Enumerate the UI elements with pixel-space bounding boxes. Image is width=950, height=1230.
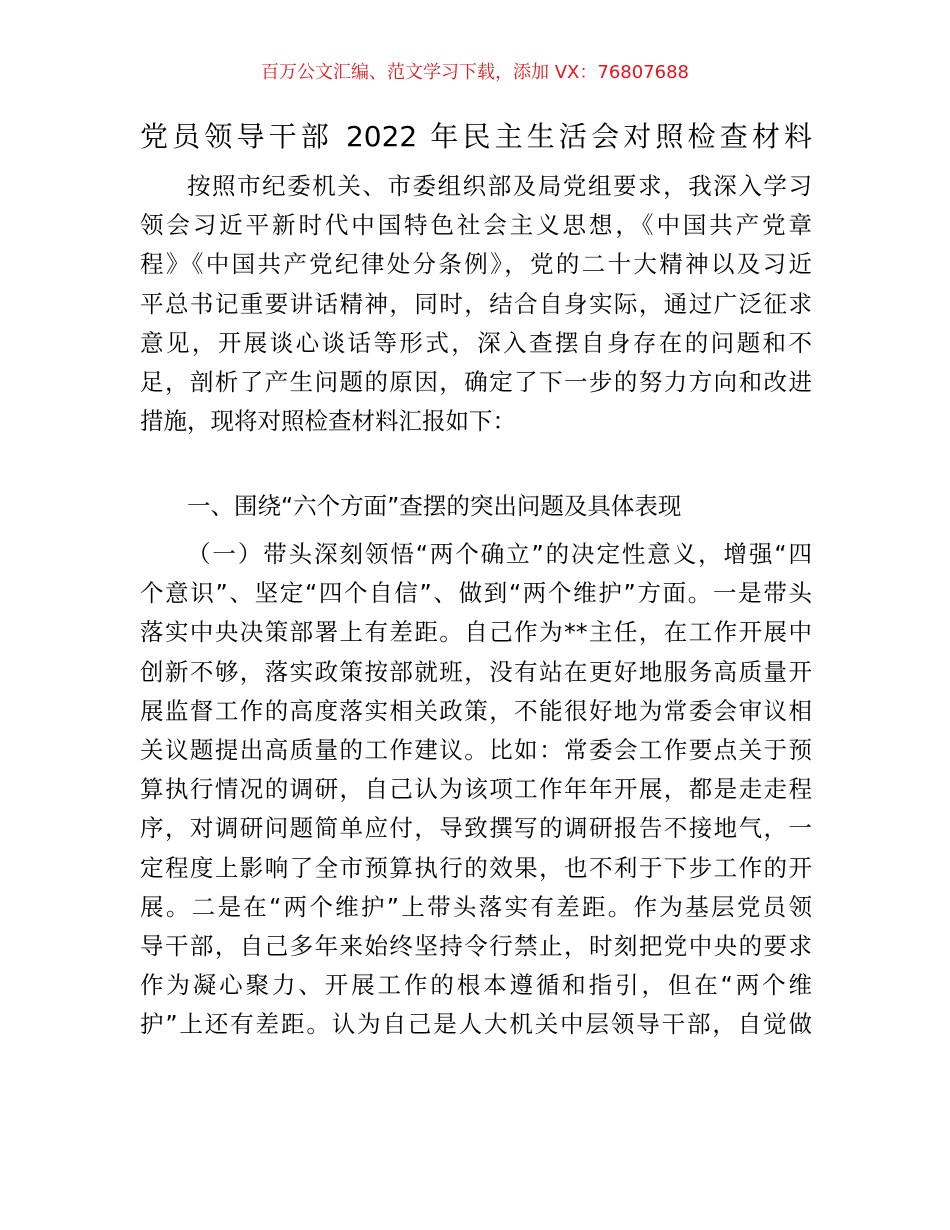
text-line: 展监督工作的高度落实相关政策，不能很好地为常委会审议相 — [140, 696, 812, 725]
text-line: 程》《中国共产党纪律处分条例》，党的二十大精神以及习近 — [140, 250, 812, 279]
text-line: 算执行情况的调研，自己认为该项工作年年开展，都是走走程 — [140, 775, 812, 804]
text-line: 平总书记重要讲话精神，同时，结合自身实际，通过广泛征求 — [140, 289, 812, 318]
document-title: 党员领导干部 2022 年民主生活会对照检查材料 — [140, 120, 812, 153]
text-line: 领会习近平新时代中国特色社会主义思想，《中国共产党章 — [140, 211, 812, 240]
section-1-paragraph — [140, 535, 812, 1044]
text-line: 展。二是在“两个维护”上带头落实有差距。作为基层党员领 — [140, 892, 812, 921]
text-line: 关议题提出高质量的工作建议。比如：常委会工作要点关于预 — [140, 735, 812, 764]
intro-paragraph — [140, 167, 812, 441]
text-line: 按照市纪委机关、市委组织部及局党组要求，我深入学习 — [187, 172, 812, 200]
watermark-banner: 百万公文汇编、范文学习下载，添加 VX：76807688 — [261, 62, 689, 83]
text-line: 措施，现将对照检查材料汇报如下： — [140, 407, 516, 436]
text-line: 个意识”、坚定“四个自信”、做到“两个维护”方面。一是带头 — [140, 579, 812, 608]
section-heading-wrap — [140, 487, 812, 526]
text-line: 定程度上影响了全市预算执行的效果，也不利于下步工作的开 — [140, 853, 812, 882]
text-line: 导干部，自己多年来始终坚持令行禁止，时刻把党中央的要求 — [140, 931, 812, 960]
section-heading: 一、围绕“六个方面”查摆的突出问题及具体表现 — [187, 492, 682, 520]
text-line: 创新不够，落实政策按部就班，没有站在更好地服务高质量开 — [140, 657, 812, 686]
text-line: （一）带头深刻领悟“两个确立”的决定性意义，增强“四 — [187, 540, 812, 568]
text-line: 足，剖析了产生问题的原因，确定了下一步的努力方向和改进 — [140, 367, 812, 396]
text-line: 护”上还有差距。认为自己是人大机关中层领导干部，自觉做 — [140, 1010, 812, 1039]
text-line: 序，对调研问题简单应付，导致撰写的调研报告不接地气，一 — [140, 814, 812, 843]
text-line: 意见，开展谈心谈话等形式，深入查摆自身存在的问题和不 — [140, 328, 812, 357]
text-line: 落实中央决策部署上有差距。自己作为**主任，在工作开展中 — [140, 618, 812, 647]
text-line: 作为凝心聚力、开展工作的根本遵循和指引，但在“两个维 — [140, 971, 812, 1000]
